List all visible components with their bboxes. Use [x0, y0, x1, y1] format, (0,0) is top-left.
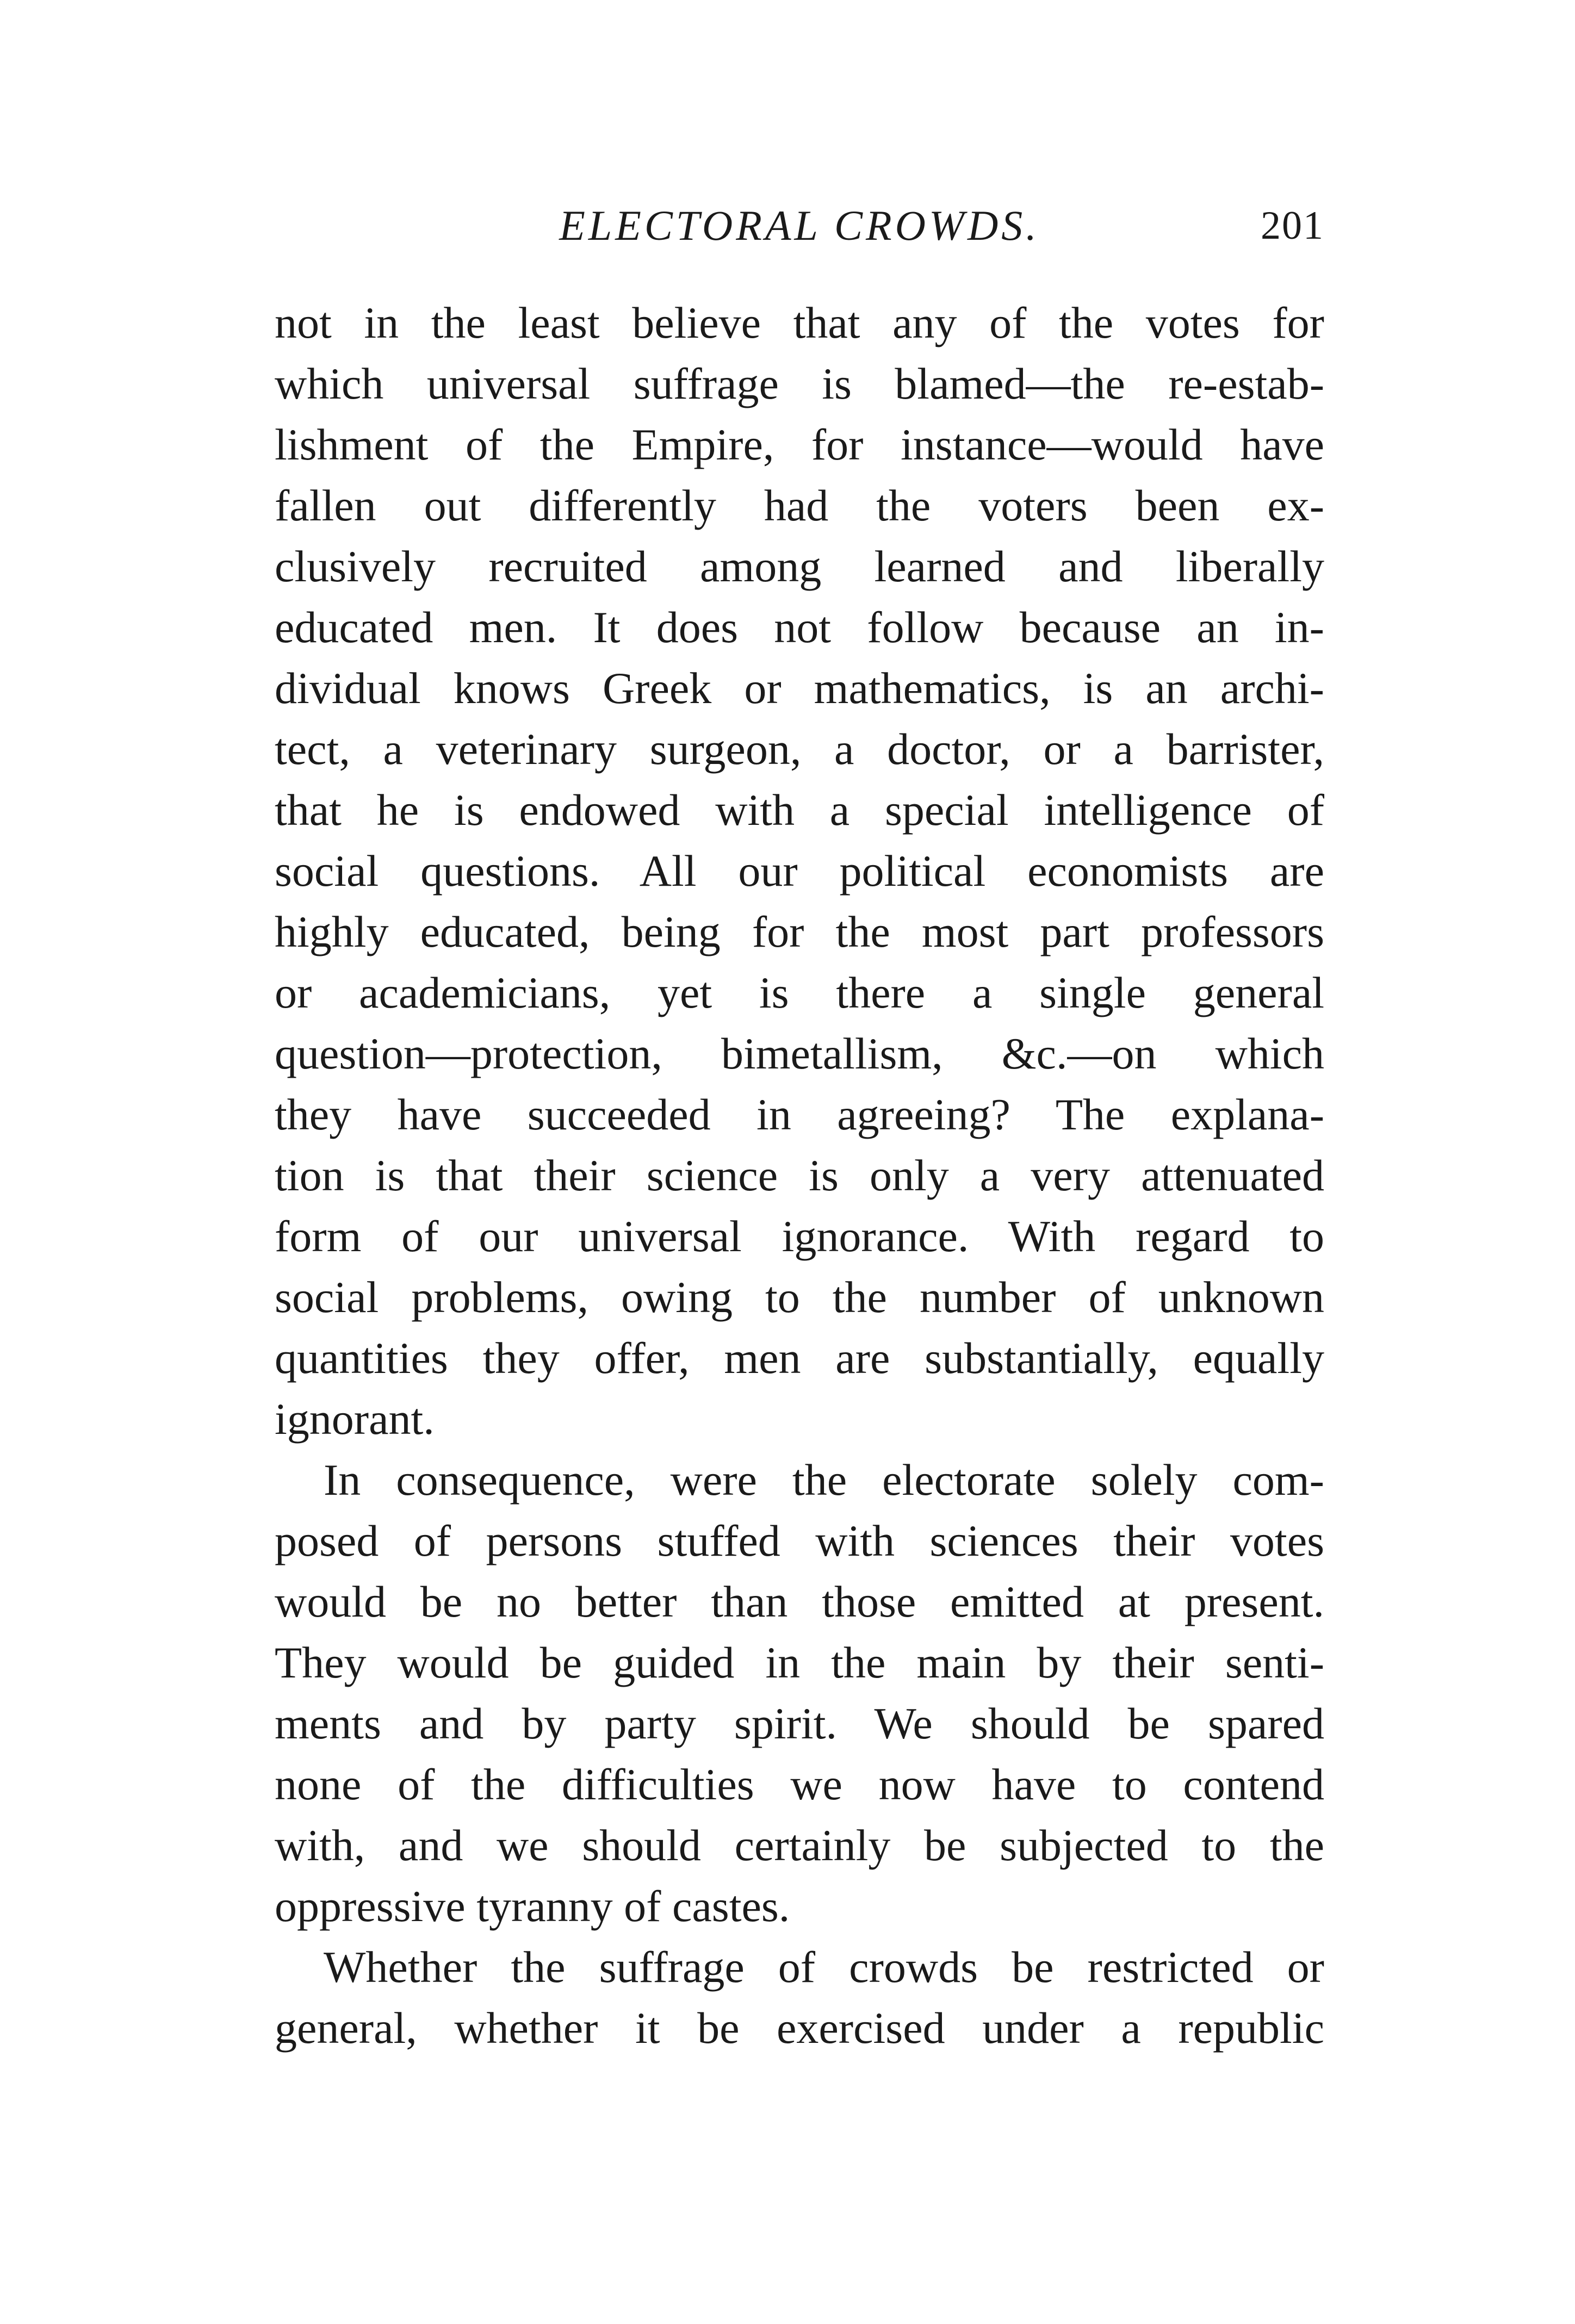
text-line: would be no better than those emitted at present.: [275, 1577, 1324, 1626]
text-line: lishment of the Empire, for instance—would have: [275, 420, 1324, 469]
text-line: which universal suffrage is blamed—the re-estab-: [275, 359, 1324, 408]
body-text: [275, 293, 1324, 2059]
paragraph-2: [275, 1450, 1324, 1937]
text-line: none of the difficulties we now have to contend: [275, 1760, 1324, 1809]
text-line: They would be guided in the main by their senti-: [275, 1638, 1324, 1687]
text-line: question—protection, bimetallism, &c.—on which: [275, 1029, 1324, 1078]
page-number: 201: [1261, 203, 1324, 248]
text-line: In consequence, were the electorate solely com-: [324, 1455, 1324, 1505]
text-line: not in the least believe that any of the votes for: [275, 298, 1324, 347]
text-line: form of our universal ignorance. With regard to: [275, 1211, 1324, 1261]
text-line: or academicians, yet is there a single general: [275, 968, 1324, 1017]
text-line: they have succeeded in agreeing? The explana-: [275, 1090, 1324, 1139]
paragraph-3: [275, 1937, 1324, 2059]
text-line: quantities they offer, men are substantially, equally: [275, 1333, 1324, 1383]
text-line: ignorant.: [275, 1394, 435, 1444]
paragraph-1: [275, 293, 1324, 1450]
text-line: fallen out differently had the voters been ex-: [275, 481, 1324, 530]
text-line: general, whether it be exercised under a republic: [275, 2003, 1324, 2053]
text-line: educated men. It does not follow because an in-: [275, 602, 1324, 652]
text-line: ments and by party spirit. We should be spared: [275, 1699, 1324, 1748]
text-line: posed of persons stuffed with sciences their votes: [275, 1516, 1324, 1565]
text-line: with, and we should certainly be subjected to the: [275, 1820, 1324, 1870]
text-line: oppressive tyranny of castes.: [275, 1881, 790, 1931]
text-line: social problems, owing to the number of unknown: [275, 1272, 1324, 1322]
text-line: highly educated, being for the most part professors: [275, 907, 1324, 956]
text-line: tect, a veterinary surgeon, a doctor, or a barrister,: [275, 724, 1324, 774]
text-line: Whether the suffrage of crowds be restricted or: [324, 1942, 1324, 1992]
text-line: that he is endowed with a special intelligence of: [275, 785, 1324, 835]
running-title: ELECTORAL CROWDS.: [559, 202, 1040, 249]
running-head: [275, 196, 1324, 256]
text-line: dividual knows Greek or mathematics, is an archi-: [275, 663, 1324, 713]
text-line: clusively recruited among learned and liberally: [275, 542, 1324, 591]
text-line: tion is that their science is only a very attenuated: [275, 1151, 1324, 1200]
text-line: social questions. All our political economists are: [275, 846, 1324, 896]
